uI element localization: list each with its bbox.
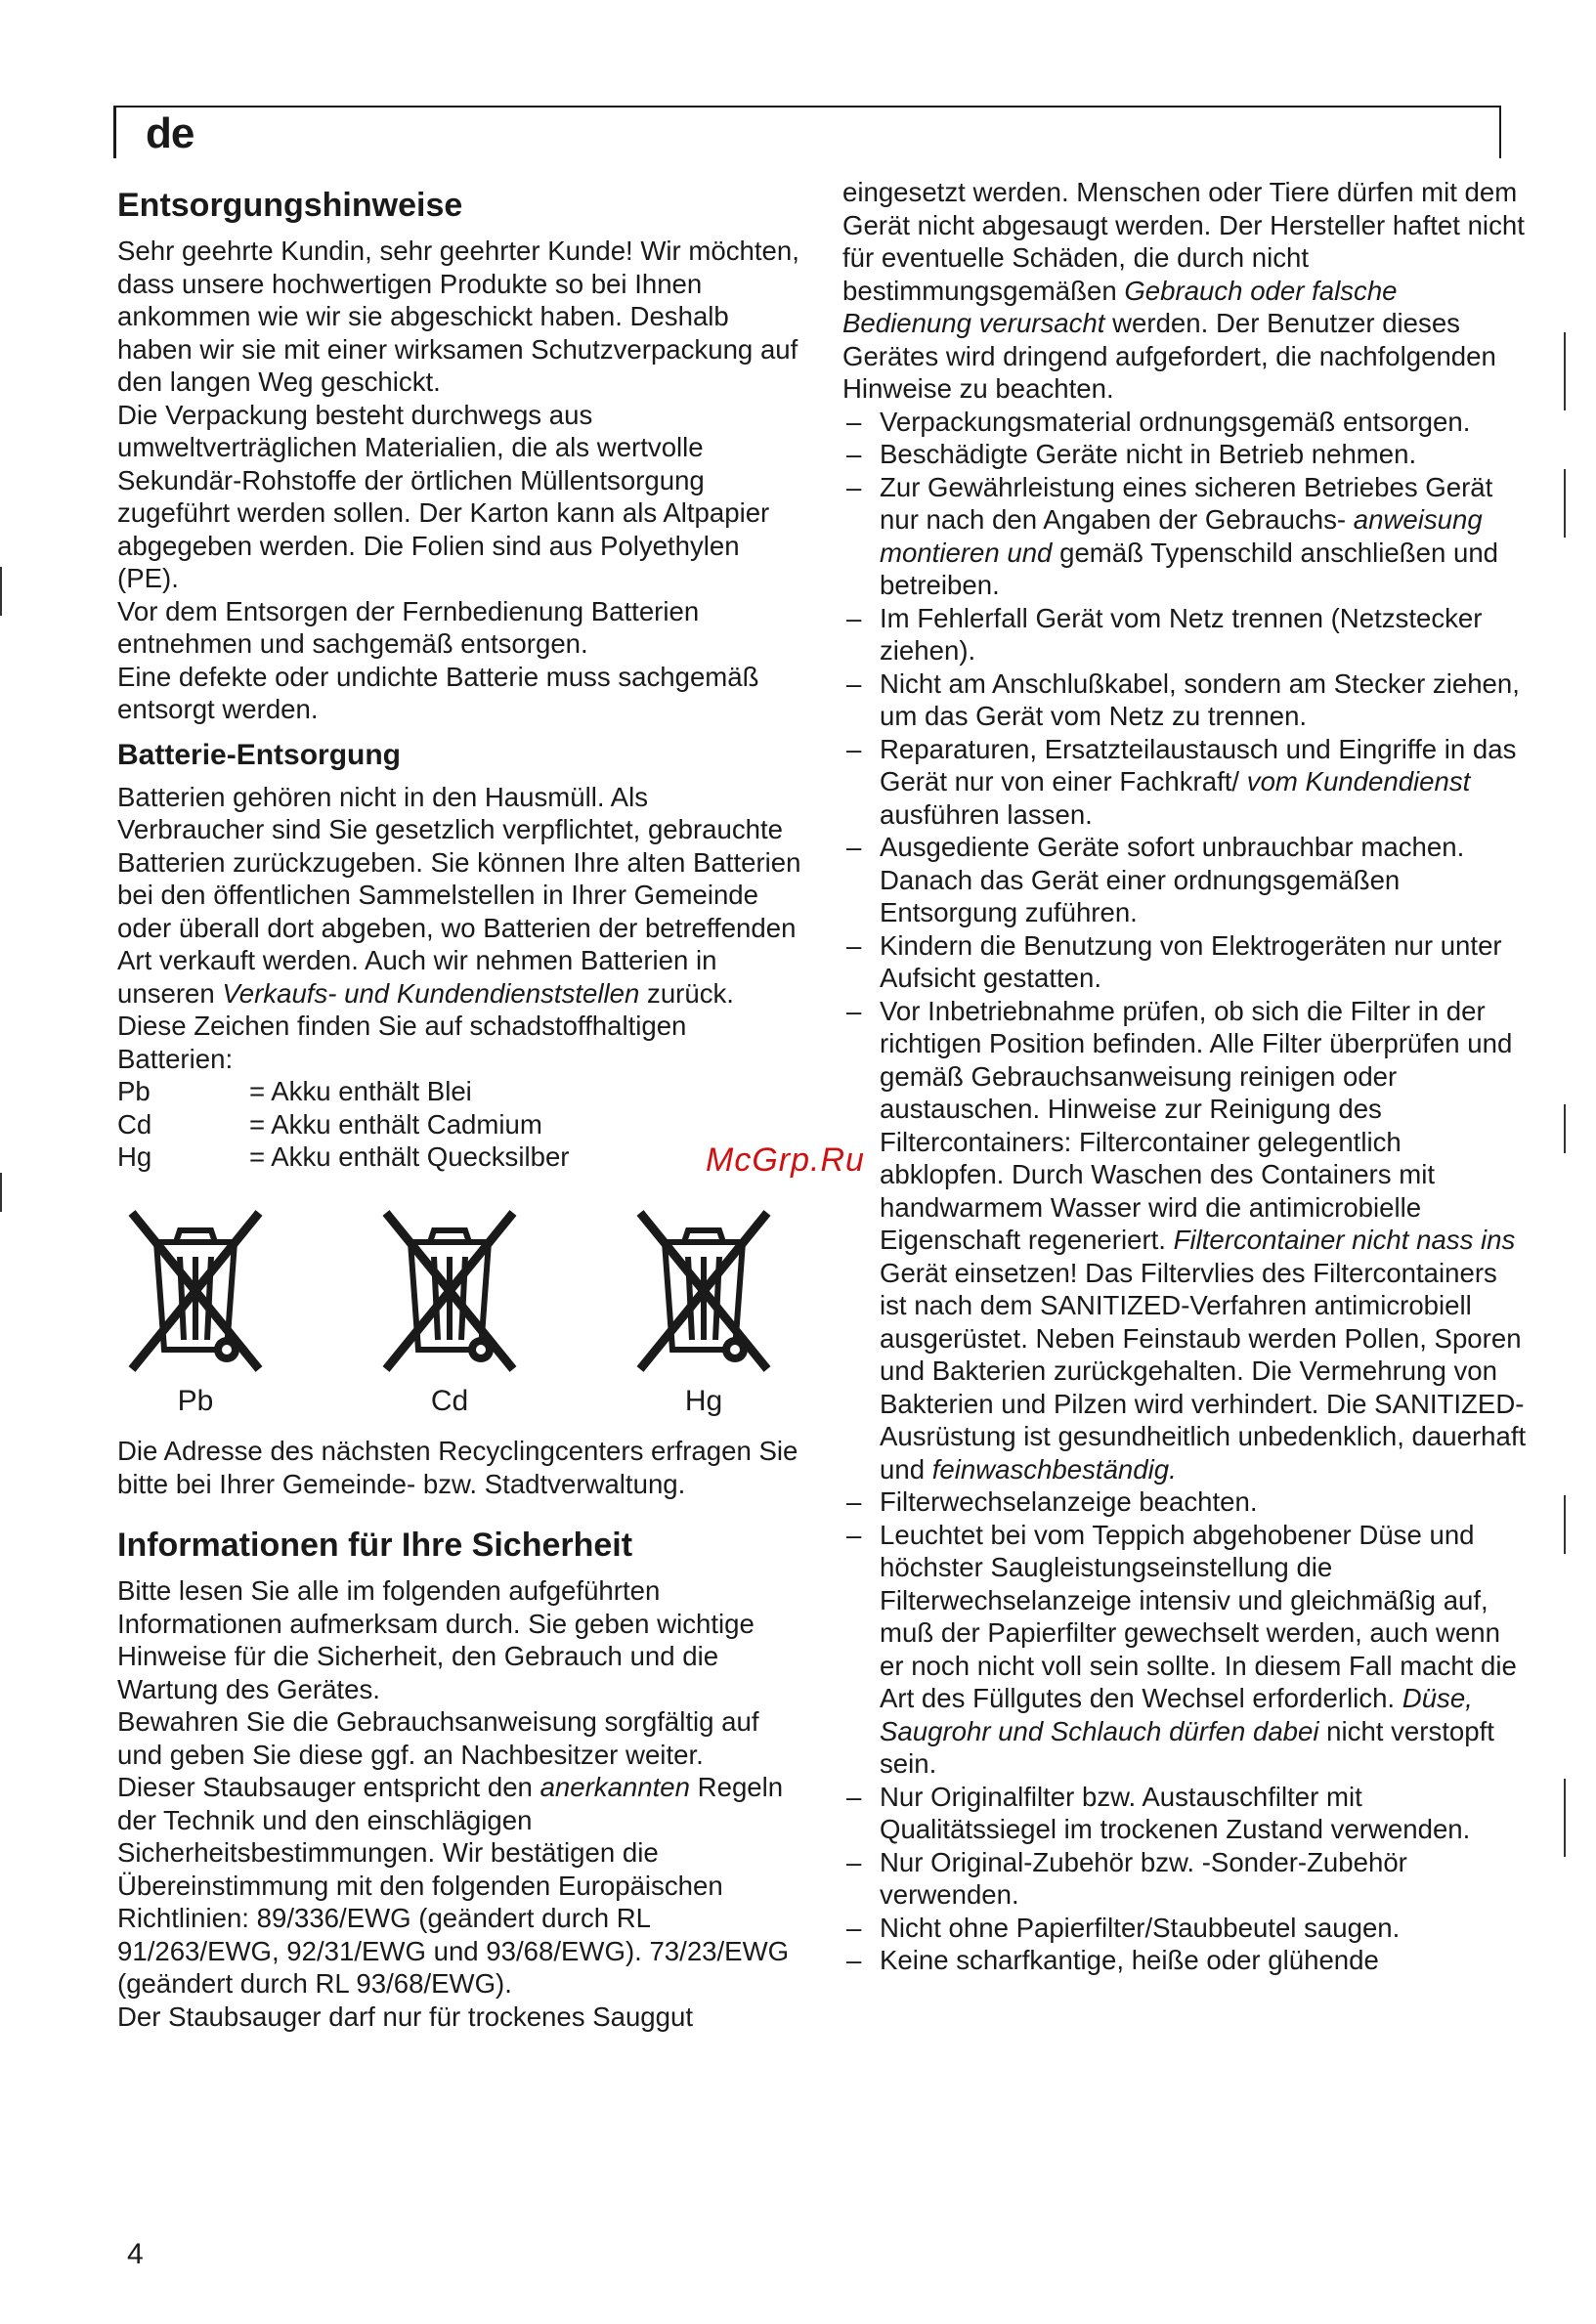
safety-paragraph-2: Bewahren Sie die Gebrauchsanweisung sorgfältig auf und geben Sie diese ggf. an Nachbesitzer weiter. [117,1706,759,1770]
scan-artifact [1564,1779,1566,1857]
list-item-text: Zur Gewährleistung eines sicheren Betriebes Gerät nur nach den Angaben der Gebrauchs- [880,471,1493,535]
list-item-text: Vor Inbetriebnahme prüfen, ob sich die Filter in der richtigen Position befinden. Alle Filter überprüfen und gemäß Gebrauchsanweisung reinigen oder austauschen. Hinweise zur Reinigung des Filtercontainers: Filtercontainer gelegentlich abklopfen. Durch Waschen des Containers mit handwarmem Wasser wird die antimicrobielle Eigenschaft regeneriert. [880,995,1513,1255]
continuation-text-c: werden. Der Benutzer dieses Gerätes wird dringend aufgefordert, die nachfolgenden Hinweise zu beachten. [842,308,1496,404]
disposal-paragraph-4: Eine defekte oder undichte Batterie muss sachgemäß entsorgt werden. [117,661,759,724]
recycling-paragraph: Die Adresse des nächsten Recyclingcenters erfragen Sie bitte bei Ihrer Gemeinde- bzw. Stadtverwaltung. [117,1436,798,1499]
watermark: McGrp.Ru [706,1141,865,1179]
list-item-italic: Düse, Saugrohr und Schlauch dürfen dabei [880,1683,1473,1746]
list-item-text: Gerät einsetzen! Das Filtervlies des Filtercontainers ist nach dem SANITIZED-Verfahren antimicrobiell ausgerüstet. Neben Feinstaub werden Pollen, Sporen und Bakterien zurückgehalten. Die Vermehrung von Bakterien und Pilzen wird verhindert. Die SANITIZED-Ausrüstung ist gesundheitlich unbedenklich, dauerhaft und [880,1257,1527,1485]
scan-artifact [1564,332,1566,410]
crossed-bin-symbols [117,1203,782,1418]
bin-label: Cd [430,1384,469,1417]
battery-code-list [117,1075,801,1174]
crossed-bin-cd [371,1203,528,1418]
battery-disposal-heading: Batterie-Entsorgung [117,738,402,771]
battery-code: Hg [117,1141,152,1172]
bin-label: Pb [177,1384,214,1417]
battery-code-row [117,1075,801,1108]
crossed-bin-icon [625,1203,782,1379]
battery-code-row [117,1140,801,1174]
list-item-italic: vom Kundendienst [1246,766,1471,796]
list-item-text: Reparaturen, Ersatzteilaustausch und Eingriffe in das Gerät nur von einer Fachkraft/ [880,733,1517,796]
safety-paragraph-4: Der Staubsauger darf nur für trockenes Sauggut [117,2001,694,2032]
list-item-italic: feinwaschbeständig. [931,1453,1177,1485]
bin-label: Hg [684,1384,723,1417]
continuation-paragraph [842,176,1527,406]
battery-paragraph-1 [117,781,801,1011]
safety-text-a: Dieser Staubsauger entspricht den [117,1772,533,1802]
crossed-bin-pb [117,1203,274,1418]
list-item [842,1519,1527,1781]
battery-code-row [117,1108,801,1141]
crossed-bin-icon [371,1203,528,1379]
list-item: – Kindern die Benutzung von Elektrogeräten nur unter Aufsicht gestatten. [842,929,1527,995]
safety-instruction-list [842,406,1527,1977]
disposal-paragraph-3: Vor dem Entsorgen der Fernbedienung Batterien entnehmen und sachgemäß entsorgen. [117,595,700,659]
list-item-text: ausführen lassen. [880,798,1093,830]
list-item: – Filterwechselanzeige beachten. [842,1485,1527,1519]
battery-code-meaning: = Akku enthält Blei [249,1076,472,1106]
left-column [117,186,801,2033]
battery-code: Pb [117,1076,151,1106]
list-item: – Verpackungsmaterial ordnungsgemäß entsorgen. [842,406,1527,439]
list-item: – Nur Originalfilter bzw. Austauschfilter mit Qualitätssiegel im trockenen Zustand verwenden. [842,1781,1527,1846]
battery-code-meaning: = Akku enthält Cadmium [249,1108,542,1140]
battery-paragraph-2: Diese Zeichen finden Sie auf schadstoffhaltigen Batterien: [117,1011,687,1074]
battery-code: Cd [117,1108,152,1140]
battery-text-c: zurück. [647,977,734,1009]
disposal-paragraph-1: Sehr geehrte Kundin, sehr geehrter Kunde! Wir möchten, dass unsere hochwertigen Produkte so bei Ihnen ankommen wie wir sie abgeschickt haben. Deshalb haben wir sie mit einer wirksamen Schutzverpackung auf den langen Weg geschickt. [117,236,799,397]
language-code: de [146,109,194,157]
list-item: – Nur Original-Zubehör bzw. -Sonder-Zubehör verwenden. [842,1846,1527,1912]
battery-text-b: Verkaufs- und Kundendienststellen [222,977,640,1009]
disposal-paragraph-2: Die Verpackung besteht durchwegs aus umweltverträglichen Materialien, die als wertvolle Sekundär-Rohstoffe der örtlichen Müllentsorgung zugeführt werden sollen. Der Karton kann als Altpapier abgegeben werden. Die Folien sind aus Polyethylen (PE). [117,399,770,593]
list-item: – Beschädigte Geräte nicht in Betrieb nehmen. [842,438,1527,471]
continuation-text-a: eingesetzt werden. Menschen oder Tiere dürfen mit dem Gerät nicht abgesaugt werden. Der Hersteller haftet nicht für eventuelle Schäden, die durch nicht bestimmungsgemäßen [842,177,1525,306]
scan-artifact [1564,1104,1566,1153]
safety-text-b: anerkannten [539,1772,690,1802]
scan-artifact [1564,1495,1566,1554]
list-item-italic: Filtercontainer nicht nass ins [1173,1225,1516,1255]
list-item-text: gemäß Typenschild anschließen und betreiben. [880,537,1499,600]
scan-artifact [0,567,2,616]
list-item: – Nicht ohne Papierfilter/Staubbeutel saugen. [842,1912,1527,1945]
safety-text-c: Regeln der Technik und den einschlägigen Sicherheitsbestimmungen. Wir bestätigen die Übereinstimmung mit den folgenden Europäischen Richtlinien: 89/336/EWG (geändert durch RL 91/263/EWG, 92/31/EWG und 93/68/EWG). 73/23/EWG (geändert durch RL 93/68/EWG). [117,1772,790,1999]
list-item [842,471,1527,602]
list-item: – Keine scharfkantige, heiße oder glühende [842,1944,1527,1977]
scan-artifact [0,1173,2,1212]
continuation-text-b: Gebrauch oder falsche Bedienung verursacht [842,275,1398,338]
safety-heading: Informationen für Ihre Sicherheit [117,1527,633,1564]
safety-paragraph-3 [117,1771,801,2001]
list-item-italic: anweisung montieren und [880,504,1483,568]
page-number: 4 [127,2238,144,2270]
battery-text-a: Batterien gehören nicht in den Hausmüll. Als Verbraucher sind Sie gesetzlich verpflichtet, gebrauchte Batterien zurückzugeben. Sie können Ihre alten Batterien bei den öffentlichen Sammelstellen in Ihrer Gemeinde oder überall dort abgeben, wo Batterien der betreffenden Art verkauft werden. Auch wir nehmen Batterien in unseren [117,781,801,1009]
right-column [842,176,1527,1977]
safety-paragraph-1: Bitte lesen Sie alle im folgenden aufgeführten Informationen aufmerksam durch. Sie geben wichtige Hinweise für die Sicherheit, den Gebrauch und die Wartung des Gerätes. [117,1575,755,1704]
language-header-box [113,106,1501,158]
list-item-text: nicht verstopft sein. [880,1715,1494,1779]
crossed-bin-hg [625,1203,782,1418]
list-item: – Ausgediente Geräte sofort unbrauchbar machen. Danach das Gerät einer ordnungsgemäßen Entsorgung zuführen. [842,831,1527,929]
crossed-bin-icon [117,1203,274,1379]
list-item [842,995,1527,1486]
list-item: – Nicht am Anschlußkabel, sondern am Stecker ziehen, um das Gerät vom Netz zu trennen. [842,667,1527,733]
list-item: – Im Fehlerfall Gerät vom Netz trennen (Netzstecker ziehen). [842,602,1527,667]
battery-code-meaning: = Akku enthält Quecksilber [249,1141,570,1172]
list-item-text: Leuchtet bei vom Teppich abgehobener Düse und höchster Saugleistungseinstellung die Filterwechselanzeige intensiv und gleichmäßig auf, muß der Papierfilter gewechselt werden, auch wenn er noch nicht voll sein sollte. In diesem Fall macht die Art des Füllgutes den Wechsel erforderlich. [880,1519,1517,1713]
disposal-heading: Entsorgungshinweise [117,187,463,224]
list-item [842,733,1527,832]
scan-artifact [1564,469,1566,538]
